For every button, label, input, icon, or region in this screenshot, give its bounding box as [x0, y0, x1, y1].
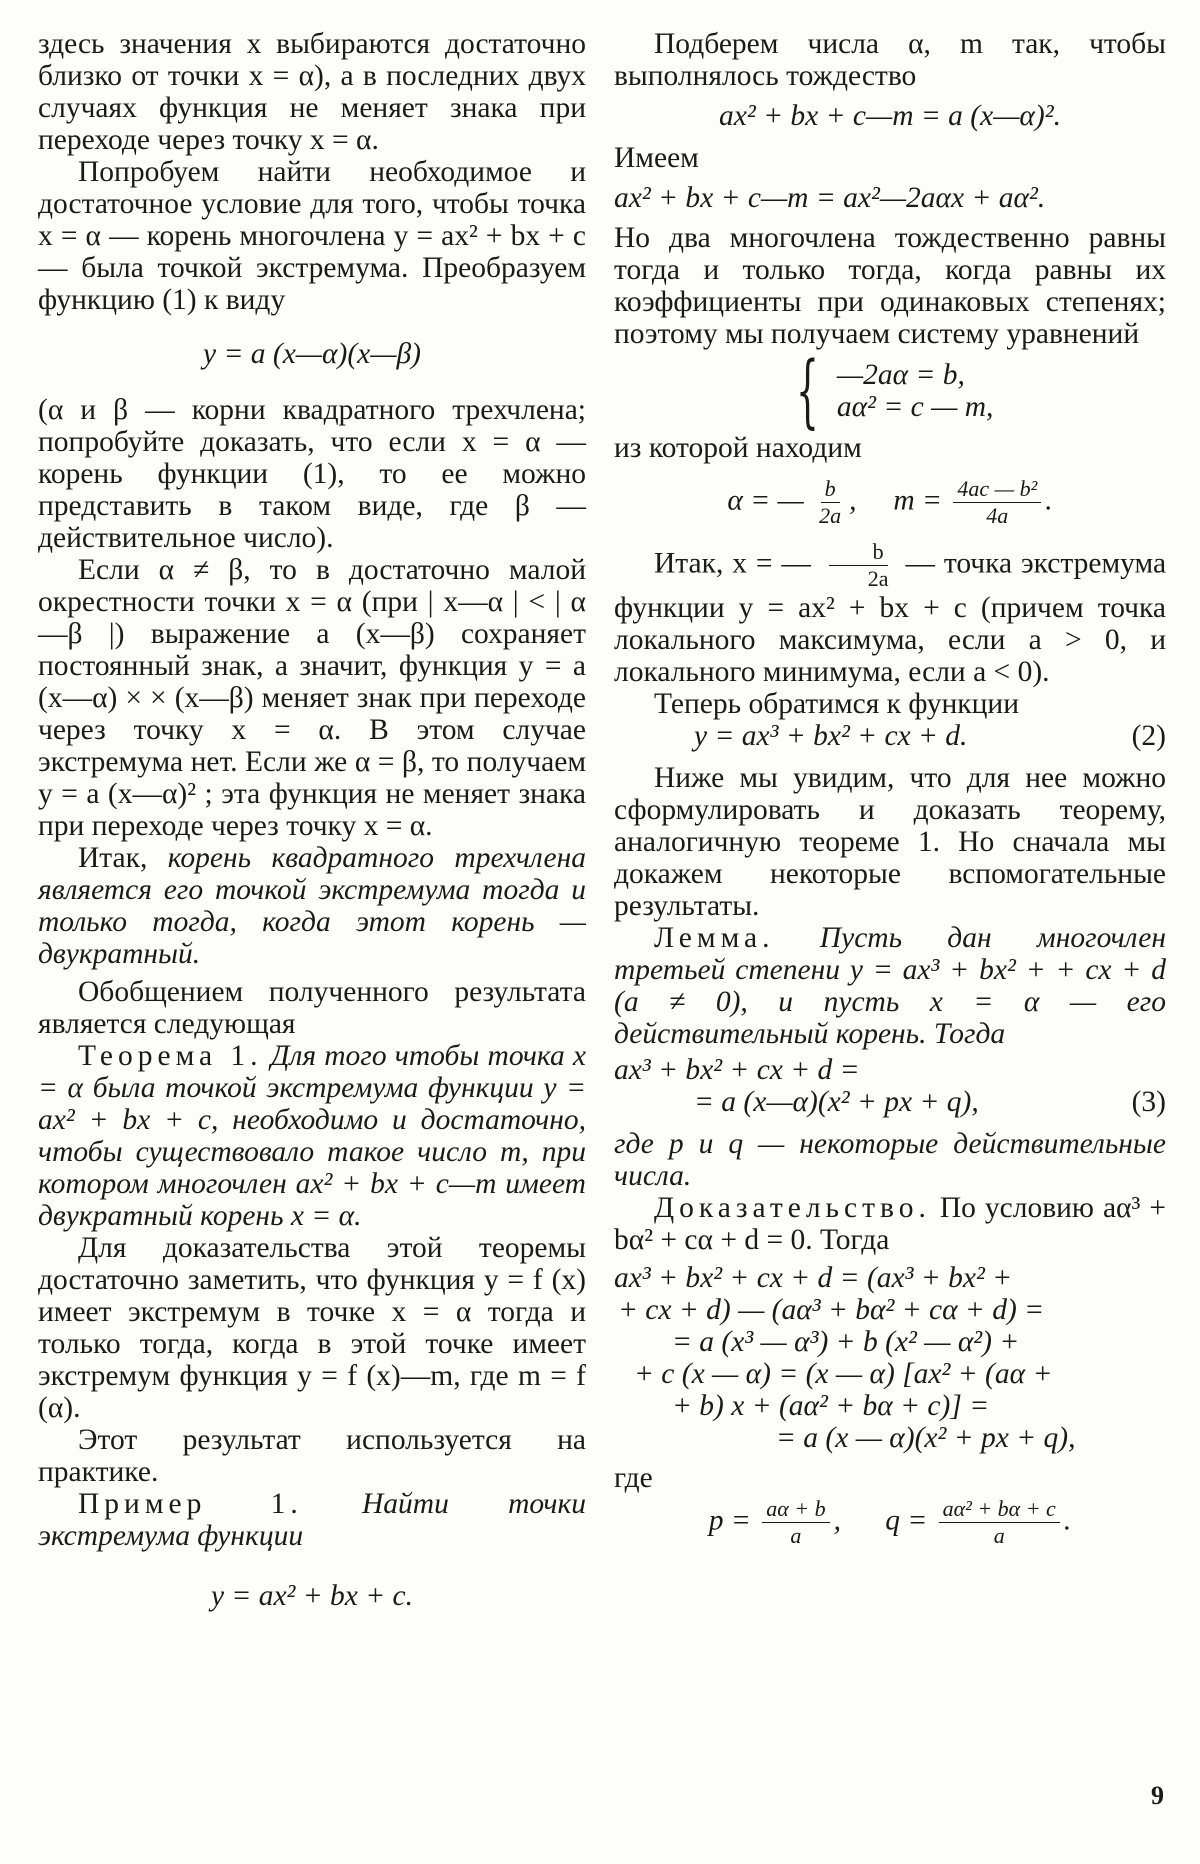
proof-label: Доказательство. [654, 1192, 931, 1224]
right-paragraph-9: где [614, 1462, 653, 1494]
right-column [614, 28, 1166, 1563]
q-fraction [939, 1496, 1060, 1549]
m-fraction-num: 4ac — b² [953, 476, 1041, 503]
left-paragraph-1: здесь значения x выбираются достаточно близко от точки x = α), а в последних двух случаях функция не меняет знака при переходе через точку x = α. [38, 28, 586, 156]
p-fraction-den: a [790, 1523, 802, 1548]
right-paragraph-5-b: — точка экстремума функции y = ax² + bx + c (причем точка локального максимума, если a > 0, и локального минимума, если a < 0). [614, 547, 1167, 688]
derivation-line-1: ax³ + bx² + cx + d = (ax³ + bx² + [614, 1262, 1013, 1294]
left-paragraph-3: (α и β — корни квадратного трехчлена; попробуйте доказать, что если x = α — корень функции (1), то ее можно представить в таком виде, где β — действительное число). [38, 394, 586, 554]
right-paragraph-2: Имеем [614, 142, 699, 174]
lemma [614, 922, 1166, 1050]
theorem-1-text: Для того чтобы точка x = α была точкой экстремума функции y = ax² + bx + c, необходимо и достаточно, чтобы существовало такое число m, при котором многочлен ax² + bx + c—m имеет двукратный корень x = α. [38, 1040, 587, 1232]
left-paragraph-5 [38, 842, 586, 970]
theorem-1-label: Теорема 1. [78, 1040, 263, 1072]
equation-system [782, 344, 1166, 437]
page-number: 9 [1151, 1781, 1164, 1810]
left-column [38, 28, 586, 1626]
derivation-line-3: = a (x³ — α³) + b (x² — α²) + [672, 1326, 1020, 1358]
system-line-2: aα² = c — m, [836, 391, 994, 423]
theorem-1 [38, 1040, 586, 1232]
left-paragraph-5-lead: Итак, [78, 842, 168, 874]
proof-derivation [614, 1262, 1166, 1454]
right-equation-2: ax² + bx + c—m = ax²—2aαx + aα². [614, 182, 1046, 214]
extremum-fraction [824, 539, 893, 592]
q-lhs: q = [885, 1504, 928, 1537]
p-lhs: p = [708, 1504, 751, 1537]
alpha-fraction-den: 2a [819, 503, 842, 528]
right-paragraph-5-a: Итак, x = — [654, 547, 811, 580]
right-paragraph-8: где p и q — некоторые действительные числа. [614, 1128, 1166, 1192]
left-equation-1: y = a (x—α)(x—β) [203, 338, 421, 370]
left-paragraph-2: Попробуем найти необходимое и достаточное условие для того, чтобы точка x = α — корень многочлена y = ax² + bx + c — была точкой экстремума. Преобразуем функцию (1) к виду [38, 156, 586, 316]
left-paragraph-4: Если α ≠ β, то в достаточно малой окрестности точки x = α (при | x—α | < | α—β |) выражение a (x—β) сохраняет постоянный знак, а значит, функция y = a (x—α) × × (x—β) меняет знак при переходе через точку x = α. В этом случае экстремума нет. Если же α = β, то получаем y = a (x—α)² ; эта функция не меняет знака при переходе через точку x = α. [38, 554, 586, 842]
left-paragraph-7: Для доказательства этой теоремы достаточно заметить, что функция y = f (x) имеет экстремум в точке x = α тогда и только тогда, когда в этой точке имеет экстремум функция y = f (x)—m, где m = f (α). [38, 1232, 586, 1424]
left-paragraph-8: Этот результат используется на практике. [38, 1424, 586, 1488]
example-1-text: Найти точки экстремума функции [38, 1488, 586, 1552]
right-paragraph-1: Подберем числа α, m так, чтобы выполнялось тождество [614, 28, 1166, 92]
equation-3-row [614, 1086, 1166, 1118]
equation-2: y = ax³ + bx² + cx + d. [694, 720, 968, 752]
system-line-1: —2aα = b, [836, 359, 965, 391]
equation-3-number: (3) [1131, 1086, 1166, 1118]
m-fraction-den: 4a [986, 503, 1009, 528]
proof-text: По условию aα³ + bα² + cα + d = 0. Тогда [614, 1192, 1166, 1256]
alpha-fraction [815, 476, 845, 529]
left-equation-2: y = ax² + bx + c. [210, 1580, 414, 1612]
derivation-line-6: = a (x — α)(x² + px + q), [776, 1422, 1076, 1454]
derivation-line-2: + cx + d) — (aα³ + bα² + cα + d) = [618, 1294, 1045, 1326]
equation-2-row [614, 720, 1166, 752]
right-equation-1: ax² + bx + c—m = a (x—α)². [719, 100, 1061, 132]
right-paragraph-4: из которой находим [614, 432, 862, 464]
lemma-text: Пусть дан многочлен третьей степени y = ax³ + bx² + + cx + d (a ≠ 0), и пусть x = α — его действительный корень. Тогда [614, 922, 1166, 1050]
m-fraction [953, 476, 1041, 529]
left-paragraph-6: Обобщением полученного результата является следующая [38, 976, 586, 1040]
pq-formulas: p = $\frac{a\alpha + b}{a}$ , q = $\frac{\text{aα² + bα + c}}{a}$ . [708, 1496, 1072, 1548]
equation-3-block [614, 1054, 1166, 1118]
solution-alpha: α = — [727, 484, 804, 517]
solution-formulas: α = — $\frac{b}{2a}$ , m = $\frac{\text{4ac — b²}}{4a}$ . [727, 476, 1053, 528]
left-paragraph-5-italic: корень квадратного трехчлена является его точкой экстремума тогда и только тогда, когда этот корень — двукратный. [38, 842, 586, 970]
lemma-label: Лемма. [654, 922, 775, 954]
right-paragraph-7: Ниже мы увидим, что для нее можно сформулировать и доказать теорему, аналогичную теореме 1. Но сначала мы докажем некоторые вспомогательные результаты. [614, 762, 1166, 922]
example-1 [38, 1488, 586, 1552]
right-paragraph-3: Но два многочлена тождественно равны тогда и только тогда, когда равны их коэффициенты при одинаковых степенях; поэтому мы получаем систему уравнений [614, 222, 1166, 350]
q-fraction-den: a [993, 1523, 1005, 1548]
derivation-line-5: + b) x + (aα² + bα + c)] = [672, 1390, 990, 1422]
extremum-fraction-den: 2a [867, 566, 889, 591]
extremum-fraction-num: b [829, 539, 888, 566]
right-paragraph-6: Теперь обратимся к функции [654, 688, 1019, 720]
p-fraction-num: aα + b [762, 1496, 829, 1523]
p-fraction [762, 1496, 829, 1549]
proof [614, 1192, 1166, 1256]
equation-3-line-1: ax³ + bx² + cx + d = [614, 1054, 860, 1086]
alpha-fraction-num: b [821, 476, 840, 503]
right-paragraph-5 [614, 539, 1166, 688]
derivation-line-4: + c (x — α) = (x — α) [ax² + (aα + [634, 1358, 1053, 1390]
example-1-label: Пример 1. [78, 1488, 303, 1520]
left-brace-icon: { [795, 344, 819, 437]
solution-m: m = [893, 484, 942, 517]
equation-3-line-2: = a (x—α)(x² + px + q), [694, 1086, 979, 1118]
equation-2-number: (2) [1131, 720, 1166, 752]
q-fraction-num: aα² + bα + c [939, 1496, 1060, 1523]
